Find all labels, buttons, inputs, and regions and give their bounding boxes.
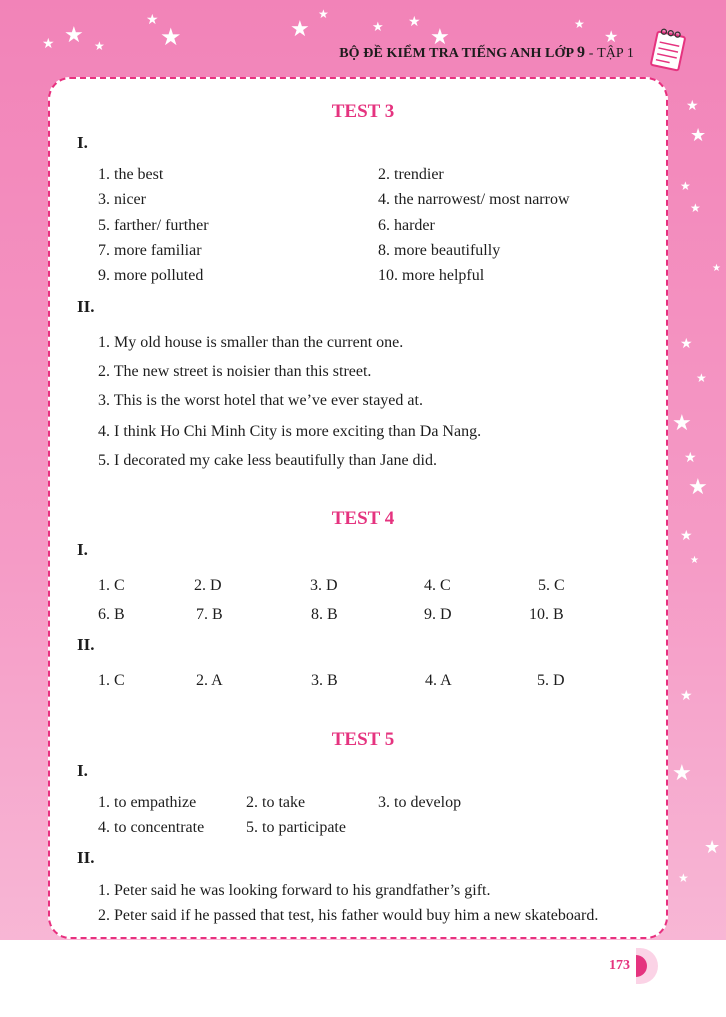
answer-item: 7. more familiar	[98, 242, 202, 259]
answer-item: 4. to concentrate	[98, 819, 205, 836]
answer-sentence: 4. I think Ho Chi Minh City is more exciting than Da Nang.	[98, 423, 482, 440]
answer-item: 1. to empathize	[98, 794, 197, 811]
star-icon: ★	[318, 7, 329, 21]
answer-sentence: 1. Peter said he was looking forward to his grandfather’s gift.	[98, 882, 491, 899]
star-icon: ★	[574, 17, 585, 31]
answer-item: 1. C	[98, 577, 125, 594]
test-4-section-2-label: II.	[77, 635, 95, 654]
answer-item: 9. D	[424, 606, 452, 623]
header-grade: 9	[576, 44, 586, 61]
answer-item: 1. the best	[98, 166, 164, 183]
answer-sentence: 2. Peter said if he passed that test, his father would buy him a new skateboard.	[98, 907, 599, 924]
answer-item: 4. C	[424, 577, 451, 594]
star-icon: ★	[680, 689, 693, 704]
notepad-icon	[646, 26, 690, 76]
answer-item: 5. C	[538, 577, 565, 594]
header-title: BỘ ĐỀ KIỂM TRA TIẾNG ANH LỚP	[339, 46, 574, 61]
answer-item: 3. D	[310, 577, 338, 594]
star-icon: ★	[680, 529, 693, 544]
answer-item: 5. farther/ further	[98, 217, 209, 234]
answer-sentence: 1. My old house is smaller than the current one.	[98, 334, 404, 351]
answer-sentence: 3. This is the worst hotel that we’ve ever stayed at.	[98, 392, 423, 409]
star-icon: ★	[672, 410, 692, 435]
answer-item: 2. A	[196, 672, 223, 689]
header-volume: TẬP 1	[597, 46, 634, 61]
header-separator: -	[588, 46, 594, 61]
test-5-section-1-label: I.	[77, 761, 88, 780]
answer-item: 6. harder	[378, 217, 435, 234]
star-icon: ★	[372, 19, 384, 34]
star-icon: ★	[696, 371, 707, 385]
answer-item: 2. trendier	[378, 166, 444, 183]
star-icon: ★	[688, 474, 708, 499]
answer-item: 1. C	[98, 672, 125, 689]
answer-item: 8. more beautifully	[378, 242, 501, 259]
page-number: 173	[609, 958, 630, 973]
test-5-title: TEST 5	[331, 729, 395, 750]
star-icon: ★	[680, 179, 691, 193]
star-icon: ★	[690, 201, 701, 215]
star-icon: ★	[408, 15, 421, 30]
answer-item: 4. A	[425, 672, 452, 689]
test-4-section-1-label: I.	[77, 540, 88, 559]
test-3-section-2-label: II.	[77, 297, 95, 316]
answer-sentence: 5. I decorated my cake less beautifully than Jane did.	[98, 452, 437, 469]
answer-item: 5. D	[537, 672, 565, 689]
star-icon: ★	[94, 39, 105, 53]
answer-item: 4. the narrowest/ most narrow	[378, 191, 570, 208]
star-icon: ★	[678, 871, 689, 885]
test-3-section-1-label: I.	[77, 133, 88, 152]
answer-item: 9. more polluted	[98, 267, 204, 284]
book-header	[339, 44, 634, 62]
answer-item: 3. to develop	[378, 794, 462, 811]
star-icon: ★	[64, 22, 84, 47]
answer-item: 2. to take	[246, 794, 306, 811]
answer-item: 10. B	[529, 606, 564, 623]
star-icon: ★	[680, 337, 693, 352]
star-icon: ★	[42, 37, 55, 52]
star-icon: ★	[146, 13, 159, 28]
answer-item: 10. more helpful	[378, 267, 485, 284]
answer-item: 2. D	[194, 577, 222, 594]
star-icon: ★	[430, 24, 450, 49]
star-icon: ★	[604, 29, 619, 46]
star-icon: ★	[672, 760, 692, 785]
star-icon: ★	[704, 837, 721, 857]
star-icon: ★	[684, 451, 697, 466]
star-icon: ★	[686, 99, 699, 114]
answer-item: 3. B	[311, 672, 338, 689]
answer-item: 5. to participate	[246, 819, 346, 836]
star-icon: ★	[160, 25, 182, 51]
test-4-title: TEST 4	[331, 508, 395, 529]
answer-item: 7. B	[196, 606, 223, 623]
answer-item: 3. nicer	[98, 191, 146, 208]
test-3-title: TEST 3	[331, 101, 395, 122]
star-icon: ★	[712, 263, 721, 274]
star-icon: ★	[690, 125, 707, 145]
test-5-section-2-label: II.	[77, 848, 95, 867]
star-icon: ★	[690, 555, 699, 566]
star-icon: ★	[290, 16, 310, 41]
answer-item: 6. B	[98, 606, 125, 623]
page-bottom-band	[0, 940, 726, 1017]
answer-item: 8. B	[311, 606, 338, 623]
answer-sentence: 2. The new street is noisier than this street.	[98, 363, 372, 380]
